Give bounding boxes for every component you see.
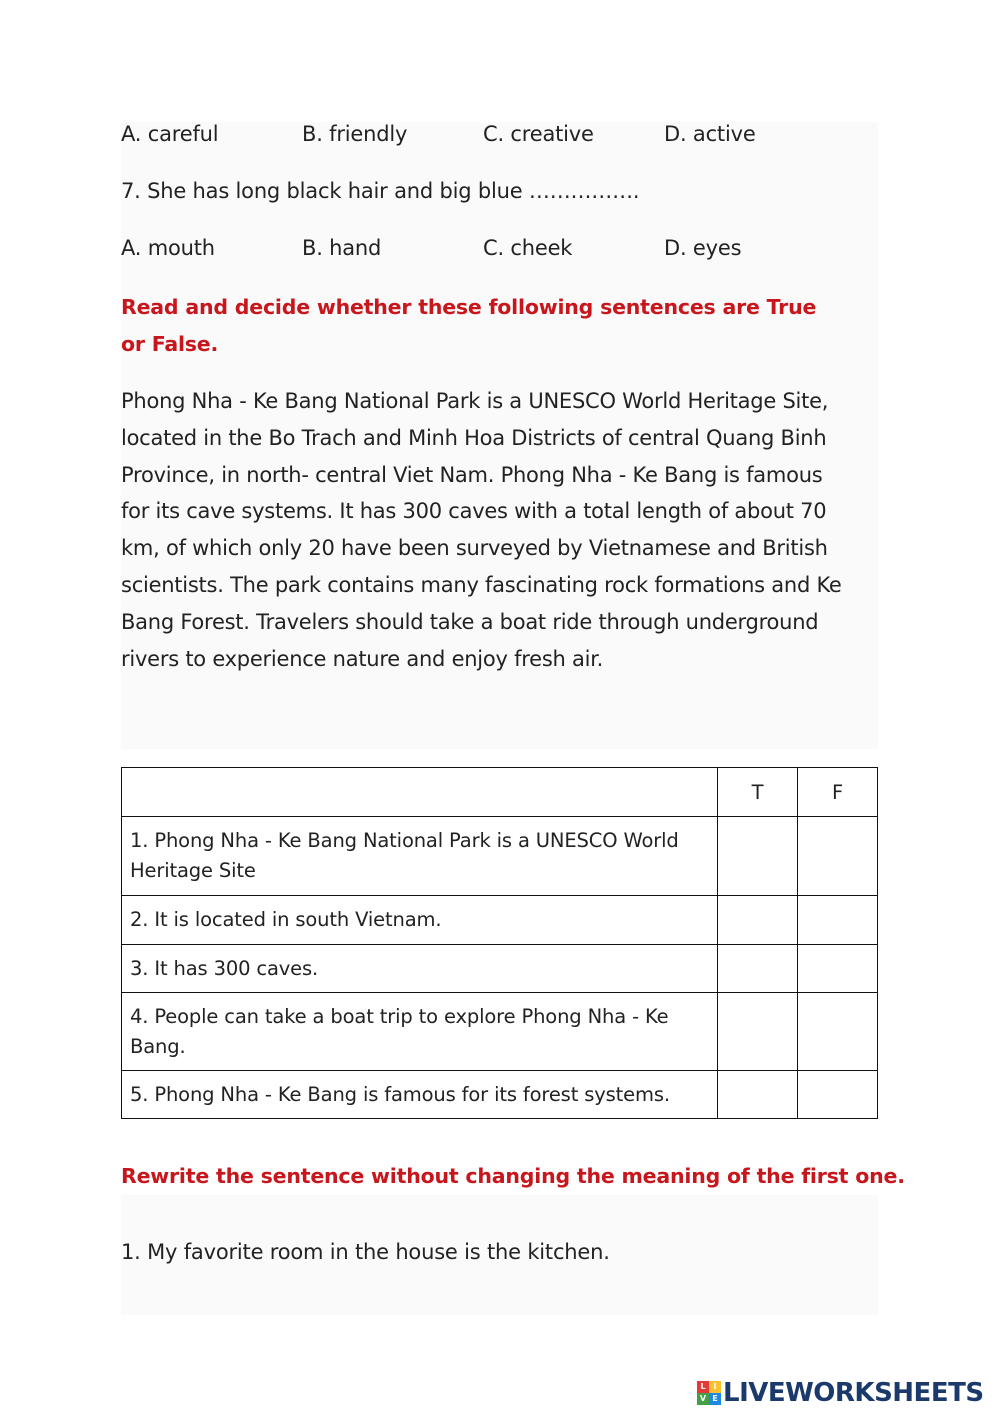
- statement-5: 5. Phong Nha - Ke Bang is famous for its forest systems.: [122, 1071, 718, 1119]
- passage-line: rivers to experience nature and enjoy fresh air.: [121, 646, 604, 671]
- q7-options: [121, 236, 881, 266]
- answer-cell-true-4[interactable]: [718, 993, 798, 1071]
- q7-option-b[interactable]: B. hand: [302, 236, 382, 260]
- logo-letter: L: [697, 1381, 709, 1393]
- table-row: [122, 896, 878, 945]
- passage-line: scientists. The park contains many fascinating rock formations and Ke: [121, 572, 842, 597]
- answer-cell-true-2[interactable]: [718, 896, 798, 945]
- answer-cell-false-5[interactable]: [798, 1071, 878, 1119]
- q6-option-c[interactable]: C. creative: [483, 122, 594, 146]
- table-row: [122, 945, 878, 993]
- table-row: [122, 1071, 878, 1119]
- passage-line: Province, in north- central Viet Nam. Phong Nha - Ke Bang is famous: [121, 462, 823, 487]
- q6-option-d[interactable]: D. active: [664, 122, 756, 146]
- passage-line: Phong Nha - Ke Bang National Park is a UNESCO World Heritage Site,: [121, 389, 829, 413]
- passage-line: for its cave systems. It has 300 caves with a total length of about 70: [121, 499, 827, 524]
- q6-option-a[interactable]: A. careful: [121, 122, 219, 146]
- true-false-table: [121, 767, 878, 1119]
- table-row: [122, 993, 878, 1071]
- statement-1: 1. Phong Nha - Ke Bang National Park is a UNESCO World Heritage Site: [122, 817, 718, 896]
- statement-2: 2. It is located in south Vietnam.: [122, 896, 718, 945]
- rewrite-sentence-1: 1. My favorite room in the house is the kitchen.: [121, 1240, 610, 1264]
- answer-cell-true-3[interactable]: [718, 945, 798, 993]
- reading-heading: Read and decide whether these following sentences are True or False.: [121, 295, 817, 356]
- rewrite-heading: Rewrite the sentence without changing the meaning of the first one.: [121, 1164, 905, 1188]
- statement-4: 4. People can take a boat trip to explore Phong Nha - Ke Bang.: [122, 993, 718, 1071]
- q6-options: [121, 122, 881, 152]
- q7-text: 7. She has long black hair and big blue …………….: [121, 179, 640, 203]
- answer-cell-true-1[interactable]: [718, 817, 798, 896]
- table-row: [122, 817, 878, 896]
- logo-mark-icon: [697, 1381, 721, 1405]
- logo-letter: E: [709, 1393, 721, 1405]
- answer-cell-false-3[interactable]: [798, 945, 878, 993]
- q7-option-a[interactable]: A. mouth: [121, 236, 215, 260]
- table-header-row: [122, 768, 878, 817]
- liveworksheets-logo[interactable]: [697, 1379, 984, 1407]
- passage-line: km, of which only 20 have been surveyed by Vietnamese and British: [121, 536, 828, 561]
- header-true: T: [718, 768, 798, 817]
- answer-cell-false-2[interactable]: [798, 896, 878, 945]
- answer-cell-true-5[interactable]: [718, 1071, 798, 1119]
- answer-cell-false-1[interactable]: [798, 817, 878, 896]
- logo-letter: I: [709, 1381, 721, 1393]
- header-false: F: [798, 768, 878, 817]
- passage-line: located in the Bo Trach and Minh Hoa Districts of central Quang Binh: [121, 425, 827, 450]
- logo-text: LIVEWORKSHEETS: [723, 1378, 984, 1408]
- q6-option-b[interactable]: B. friendly: [302, 122, 408, 146]
- passage-line: Bang Forest. Travelers should take a boat ride through underground: [121, 609, 819, 634]
- q7-option-d[interactable]: D. eyes: [664, 236, 742, 260]
- reading-passage: [121, 383, 871, 677]
- logo-letter: V: [697, 1393, 709, 1405]
- statement-3: 3. It has 300 caves.: [122, 945, 718, 993]
- answer-cell-false-4[interactable]: [798, 993, 878, 1071]
- header-blank-cell: [122, 768, 718, 817]
- q7-option-c[interactable]: C. cheek: [483, 236, 573, 260]
